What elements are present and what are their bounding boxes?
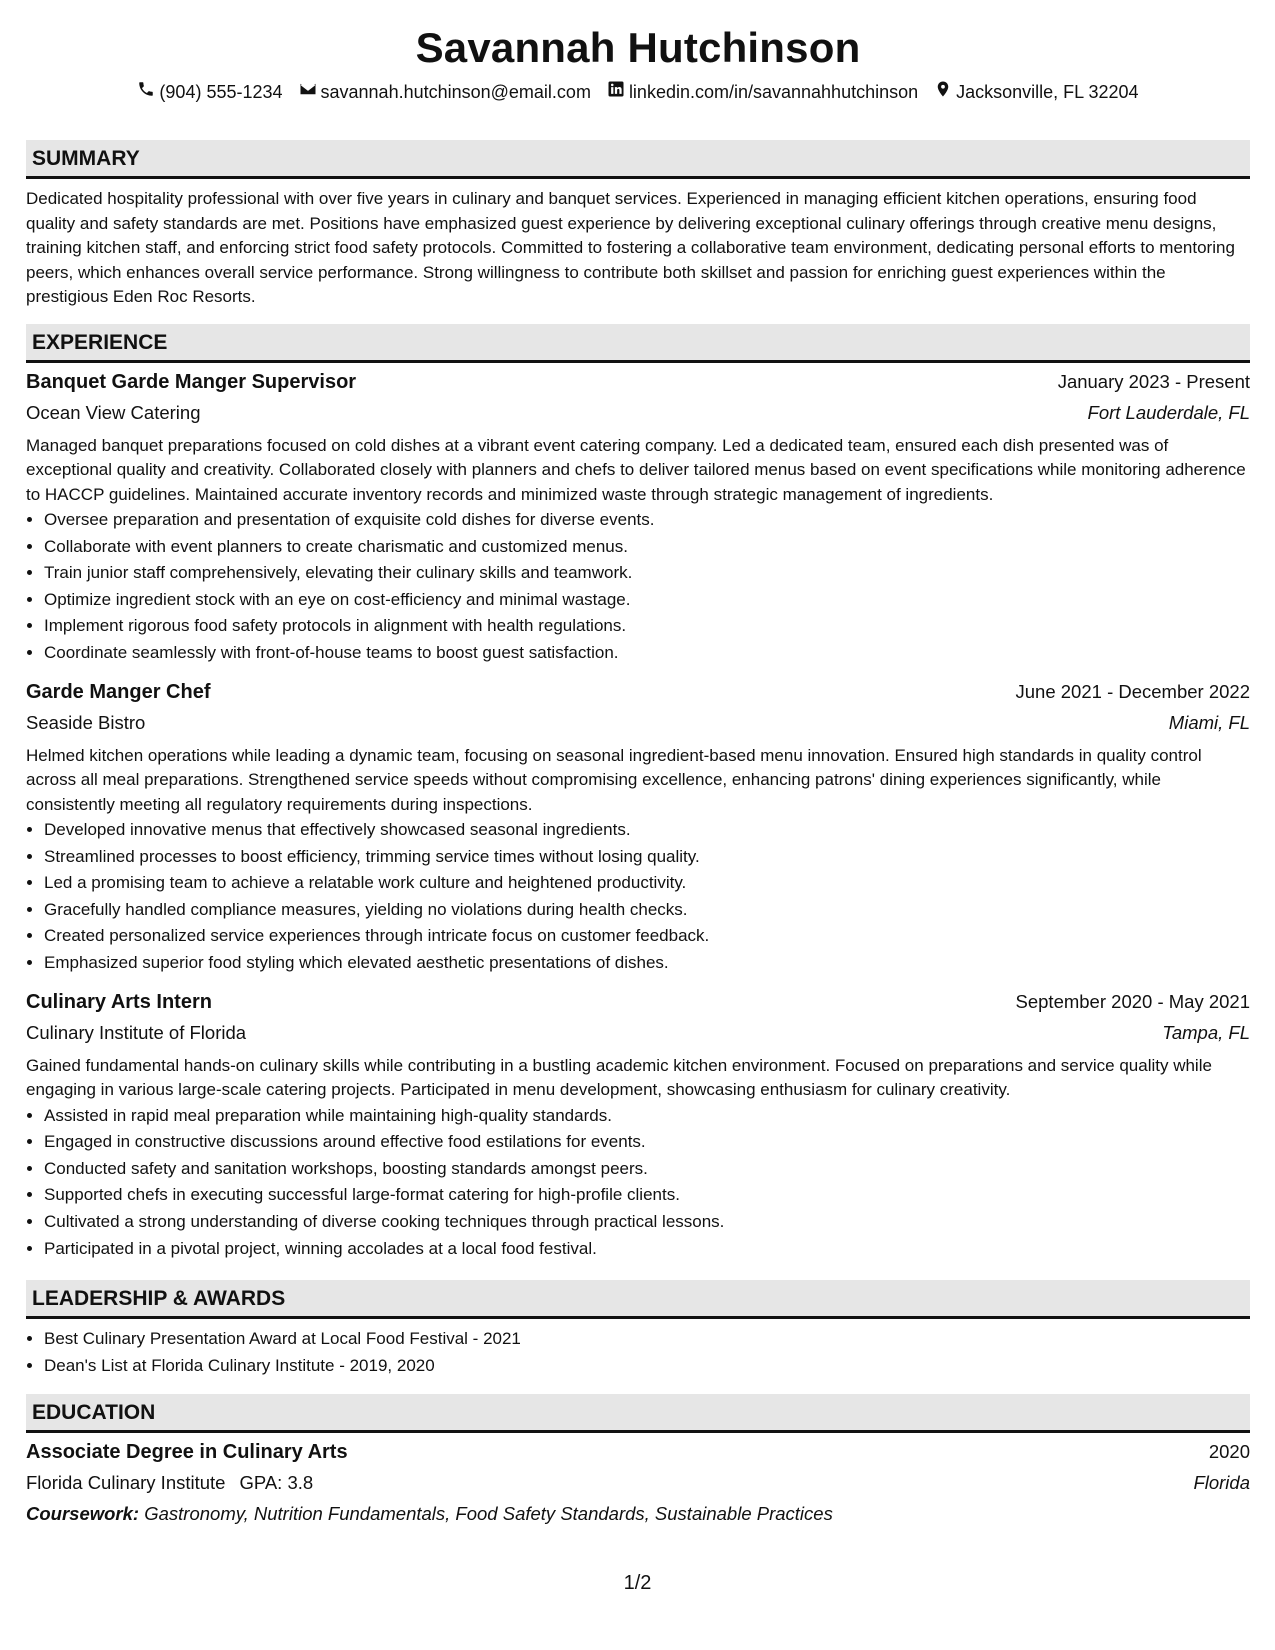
page-number: 1/2 <box>623 1572 652 1594</box>
list-item: • Engaged in constructive discussions around effective food estilations for events. <box>44 1129 1250 1156</box>
list-item: • Conducted safety and sanitation workshops, boosting standards amongst peers. <box>44 1156 1250 1183</box>
awards-heading: LEADERSHIP & AWARDS <box>26 1280 1250 1319</box>
list-item: • Supported chefs in executing successful large-format catering for high-profile clients. <box>44 1182 1250 1209</box>
education-location: Florida <box>1193 1472 1250 1494</box>
list-item: • Implement rigorous food safety protocols in alignment with health regulations. <box>44 613 1250 640</box>
contact-email[interactable] <box>299 80 591 104</box>
contact-bar <box>26 80 1250 104</box>
list-item: • Cultivated a strong understanding of diverse cooking techniques through practical lessons. <box>44 1209 1250 1236</box>
job-dates: June 2021 - December 2022 <box>1015 680 1250 702</box>
job-title: Garde Manger Chef <box>26 680 211 703</box>
envelope-icon <box>299 80 317 104</box>
coursework-text: Gastronomy, Nutrition Fundamentals, Food Safety Standards, Sustainable Practices <box>144 1503 833 1525</box>
list-item: • Emphasized superior food styling which elevated aesthetic presentations of dishes. <box>44 950 1250 977</box>
job-dates: January 2023 - Present <box>1057 370 1250 392</box>
education-heading: EDUCATION <box>26 1394 1250 1433</box>
job-company: Culinary Institute of Florida <box>26 1021 247 1043</box>
job-title: Culinary Arts Intern <box>26 990 212 1013</box>
list-item: • Coordinate seamlessly with front-of-house teams to boost guest satisfaction. <box>44 640 1250 667</box>
education-header <box>26 1437 1250 1467</box>
degree-title: Associate Degree in Culinary Arts <box>26 1441 348 1464</box>
coursework-line <box>26 1499 1250 1529</box>
list-item: • Streamlined processes to boost efficiency, trimming service times without losing quality. <box>44 844 1250 871</box>
graduation-year: 2020 <box>1208 1441 1250 1463</box>
coursework-label: Coursework: <box>26 1503 140 1525</box>
linkedin-icon <box>607 80 625 104</box>
list-item: • Oversee preparation and presentation of exquisite cold dishes for diverse events. <box>44 507 1250 534</box>
contact-location <box>934 80 1138 104</box>
job-header <box>26 367 1250 397</box>
job-bullets <box>26 1103 1250 1263</box>
summary-text: Dedicated hospitality professional with over five years in culinary and banquet services. Experienced in managing efficient kitchen operations, ensuring food quality and safety standards are met. Positions have emphasized guest experience by delivering exceptional culinary offerings through creative menu designs, training kitchen staff, and enforcing strict food safety protocols. Committed to fostering a collaborative team environment, dedicating personal efforts to mentoring peers, which enhances overall service performance. Strong willingness to contribute both skillset and passion for enriching guest experiences within the prestigious Eden Roc Resorts. <box>26 189 1235 306</box>
resume-page <box>26 0 1250 1529</box>
map-pin-icon <box>934 80 952 104</box>
list-item: • Developed innovative menus that effectively showcased seasonal ingredients. <box>44 817 1250 844</box>
gpa: GPA: 3.8 <box>239 1472 314 1494</box>
job-location: Tampa, FL <box>1162 1021 1250 1043</box>
email-link[interactable]: savannah.hutchinson@email.com <box>320 82 591 102</box>
candidate-name: Savannah Hutchinson <box>415 24 861 71</box>
contact-linkedin[interactable] <box>607 80 918 104</box>
job-title: Banquet Garde Manger Supervisor <box>26 370 357 393</box>
job-dates: September 2020 - May 2021 <box>1015 990 1250 1012</box>
experience-heading: EXPERIENCE <box>26 324 1250 363</box>
phone-icon <box>137 80 155 104</box>
education-entry <box>26 1437 1250 1529</box>
school-name: Florida Culinary Institute <box>26 1472 226 1494</box>
job-header <box>26 987 1250 1017</box>
job-location: Miami, FL <box>1168 711 1250 733</box>
job-description: Helmed kitchen operations while leading a dynamic team, focusing on seasonal ingredient-based menu innovation. Ensured high standards in quality control across all meal preparations. Strengthened service speeds without compromising excellence, enhancing patrons' dining experiences significantly, while consistently meeting all regulatory requirements during inspections. <box>26 745 1202 814</box>
phone-text: (904) 555-1234 <box>159 82 283 102</box>
location-text: Jacksonville, FL 32204 <box>956 82 1139 102</box>
list-item: • Gracefully handled compliance measures, yielding no violations during health checks. <box>44 897 1250 924</box>
list-item: • Led a promising team to achieve a relatable work culture and heightened productivity. <box>44 870 1250 897</box>
job-location: Fort Lauderdale, FL <box>1087 401 1250 423</box>
list-item: • Collaborate with event planners to create charismatic and customized menus. <box>44 534 1250 561</box>
awards-list <box>26 1326 1250 1379</box>
job-company: Seaside Bistro <box>26 711 146 733</box>
list-item: • Best Culinary Presentation Award at Local Food Festival - 2021 <box>44 1326 1250 1353</box>
job-entry <box>26 367 1250 667</box>
job-entry <box>26 987 1250 1263</box>
school-line <box>26 1467 313 1499</box>
education-subheader <box>26 1467 1250 1499</box>
list-item: • Train junior staff comprehensively, elevating their culinary skills and teamwork. <box>44 560 1250 587</box>
contact-phone <box>137 80 282 104</box>
job-subheader <box>26 397 1250 429</box>
job-bullets <box>26 817 1250 977</box>
list-item: • Optimize ingredient stock with an eye on cost-efficiency and minimal wastage. <box>44 587 1250 614</box>
job-subheader <box>26 707 1250 739</box>
job-subheader <box>26 1017 1250 1049</box>
list-item: • Participated in a pivotal project, winning accolades at a local food festival. <box>44 1236 1250 1263</box>
summary-heading: SUMMARY <box>26 140 1250 179</box>
job-header <box>26 677 1250 707</box>
job-description: Managed banquet preparations focused on cold dishes at a vibrant event catering company. Led a dedicated team, ensured each dish presented was of exceptional quality and creativity. Collaborated closely with planners and chefs to deliver tailored menus based on event specifications while monitoring adherence to HACCP guidelines. Maintained accurate inventory records and minimized waste through strategic management of ingredients. <box>26 435 1246 504</box>
job-description: Gained fundamental hands-on culinary skills while contributing in a bustling academic kitchen environment. Focused on preparations and service quality while engaging in various large-scale catering projects. Participated in menu development, showcasing enthusiasm for culinary creativity. <box>26 1055 1212 1100</box>
job-company: Ocean View Catering <box>26 401 201 423</box>
job-bullets <box>26 507 1250 667</box>
list-item: • Dean's List at Florida Culinary Institute - 2019, 2020 <box>44 1353 1250 1380</box>
job-entry <box>26 677 1250 977</box>
list-item: • Assisted in rapid meal preparation while maintaining high-quality standards. <box>44 1103 1250 1130</box>
linkedin-link[interactable]: linkedin.com/in/savannahhutchinson <box>628 82 919 102</box>
list-item: • Created personalized service experiences through intricate focus on customer feedback. <box>44 923 1250 950</box>
